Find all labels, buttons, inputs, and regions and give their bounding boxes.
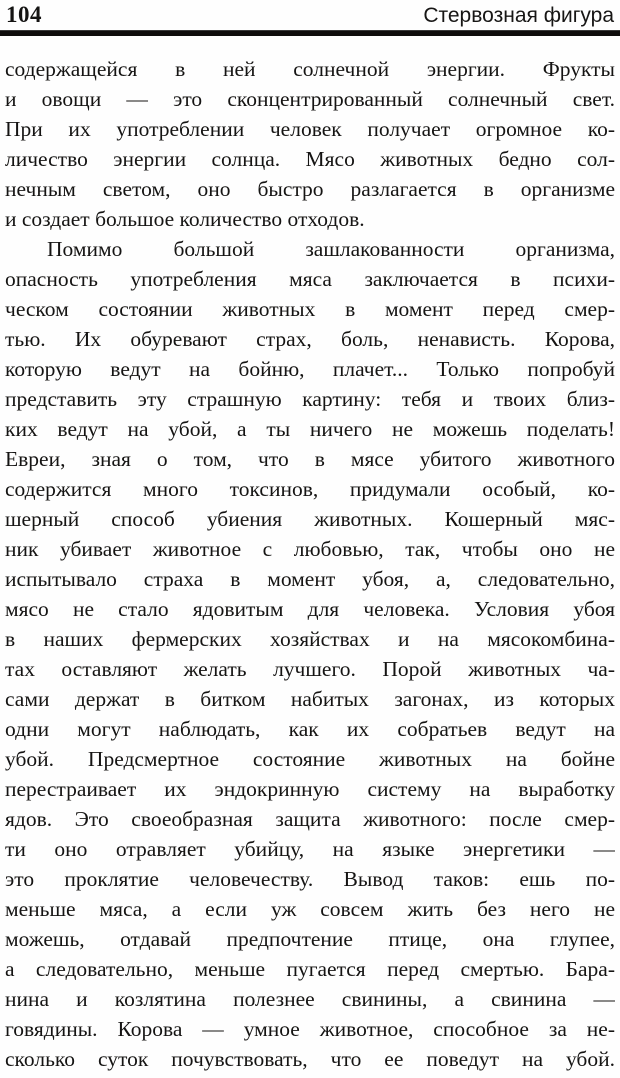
text-line: которую ведут на бойню, плачет... Только попробуй xyxy=(5,357,615,381)
text-line: ник убивает животное с любовью, так, чтобы оно не xyxy=(5,537,615,561)
text-line: ти оно отравляет убийцу, на языке энергетики — xyxy=(5,837,615,861)
text-line: и создает большое количество отходов. xyxy=(5,207,365,231)
text-line: содержится много токсинов, придумали особый, ко- xyxy=(5,477,615,501)
text-line: а следовательно, меньше пугается перед смертью. Бара- xyxy=(5,957,615,981)
text-line: нечным светом, оно быстро разлагается в организме xyxy=(5,177,615,201)
text-line: Помимо большой зашлакованности организма, xyxy=(47,237,615,261)
text-line: тью. Их обуревают страх, боль, ненависть. Корова, xyxy=(5,327,615,351)
text-line: При их употреблении человек получает огромное ко- xyxy=(5,117,615,141)
text-line: личество энергии солнца. Мясо животных бедно сол- xyxy=(5,147,615,171)
page-header xyxy=(0,0,620,28)
text-line: ких ведут на убой, а ты ничего не можешь поделать! xyxy=(5,417,615,441)
text-line: перестраивает их эндокринную систему на выработку xyxy=(5,777,615,801)
text-line: нина и козлятина полезнее свинины, а свинина — xyxy=(5,987,615,1011)
text-line: опасность употребления мяса заключается в психи- xyxy=(5,267,615,291)
text-line: и овощи — это сконцентрированный солнечный свет. xyxy=(5,87,615,111)
text-line: это проклятие человечеству. Вывод таков: ешь по- xyxy=(5,867,615,891)
text-line: ядов. Это своеобразная защита животного: после смер- xyxy=(5,807,615,831)
text-line: одни могут наблюдать, как их собратьев ведут на xyxy=(5,717,615,741)
page-number: 104 xyxy=(6,2,42,27)
text-line: Евреи, зная о том, что в мясе убитого животного xyxy=(5,447,615,471)
text-line: в наших фермерских хозяйствах и на мясокомбина- xyxy=(5,627,615,651)
text-line: содержащейся в ней солнечной энергии. Фрукты xyxy=(5,57,615,81)
text-line: испытывало страха в момент убоя, а, следовательно, xyxy=(5,567,615,591)
text-line: можешь, отдавай предпочтение птице, она глупее, xyxy=(5,927,615,951)
text-line: ческом состоянии животных в момент перед смер- xyxy=(5,297,615,321)
text-line: шерный способ убиения животных. Кошерный мяс- xyxy=(5,507,615,531)
text-line: говядины. Корова — умное животное, способное за не- xyxy=(5,1017,615,1041)
page-body xyxy=(0,36,620,1074)
text-line: мясо не стало ядовитым для человека. Условия убоя xyxy=(5,597,615,621)
text-line: представить эту страшную картину: тебя и твоих близ- xyxy=(5,387,615,411)
text-line: тах оставляют желать лучшего. Порой животных ча- xyxy=(5,657,615,681)
text-line: убой. Предсмертное состояние животных на бойне xyxy=(5,747,615,771)
text-line: меньше мяса, а если уж совсем жить без него не xyxy=(5,897,615,921)
running-title: Стервозная фигура xyxy=(423,4,614,27)
text-line: сколько суток почувствовать, что ее поведут на убой. xyxy=(5,1047,615,1071)
text-line: сами держат в битком набитых загонах, из которых xyxy=(5,687,615,711)
